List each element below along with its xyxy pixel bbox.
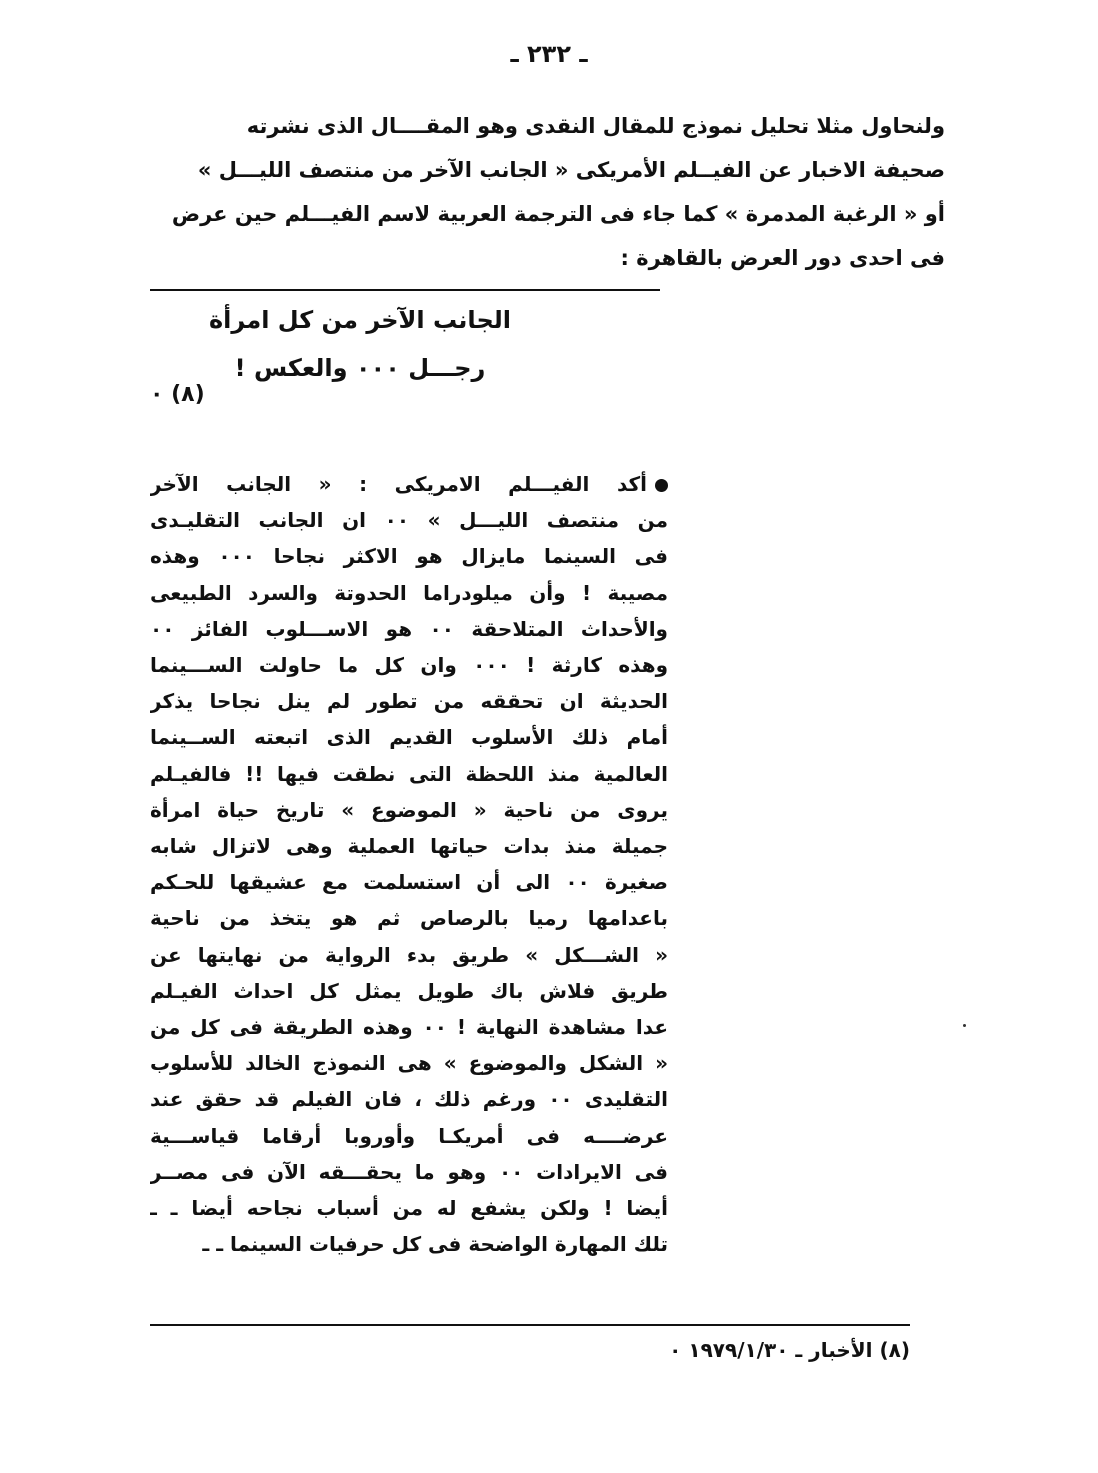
article-line: يروى من ناحية « الموضوع » تاريخ حياة امرأة	[150, 797, 668, 822]
article-line: عرضــــه فى أمريكـا وأوروبا أرقاما قياســـية	[150, 1123, 668, 1148]
article-line: باعدامها رميا بالرصاص ثم هو يتخذ من ناحية	[150, 906, 668, 931]
article-line: « الشكل والموضوع » هى النموذج الخالد للأسلوب	[150, 1051, 668, 1076]
article-line: أيضا ! ولكن يشفع له من أسباب نجاحه أيضا ـ ـ	[150, 1196, 668, 1221]
intro-paragraph	[135, 104, 945, 280]
footnote-reference: (٨) ٠	[150, 382, 205, 407]
article-line: فى السينما مايزال هو الاكثر نجاحا ٠٠٠ وهذه	[150, 544, 668, 569]
article-line: العالمية منذ اللحظة التى نطقت فيها !! فالفيـلم	[150, 761, 668, 786]
intro-line: فى احدى دور العرض بالقاهرة :	[620, 246, 945, 270]
intro-line: صحيفة الاخبار عن الفيــلم الأمريكى « الجانب الآخر من منتصف الليـــل »	[197, 158, 945, 182]
article-line: الحديثة ان تحققه من تطور لم ينل نجاحا يذكر	[150, 689, 668, 714]
article-line: عدا مشاهدة النهاية ! ٠٠ وهذه الطريقة فى كل من	[150, 1015, 668, 1040]
footnote-rule	[150, 1324, 910, 1326]
article-line	[150, 466, 668, 502]
article-line: صغيرة ٠٠ الى أن استسلمت مع عشيقها للحـكم	[150, 870, 668, 895]
article-body	[150, 466, 668, 1262]
article-title-line: الجانب الآخر من كل امرأة	[209, 306, 511, 334]
article-title-line: رجـــل ٠٠٠ والعكس !	[234, 354, 486, 382]
article-line: من منتصف الليـــل » ٠٠ ان الجانب التقليـدى	[150, 508, 668, 533]
article-line-text: أكد الفيـــلم الامريكى : « الجانب الآخر	[150, 472, 647, 496]
bullet-icon	[655, 479, 668, 492]
article-line: والأحداث المتلاحقة ٠٠ هو الاســـلوب الفائز ٠٠	[150, 616, 668, 641]
intro-line: أو « الرغبة المدمرة » كما جاء فى الترجمة العربية لاسم الفيـــلم حين عرض	[171, 202, 945, 226]
article-line: مصيبة ! وأن ميلودراما الحدوتة والسرد الطبيعى	[150, 580, 668, 605]
page-number: ـ ٢٣٢ ـ	[510, 40, 588, 68]
article-line: طريق فلاش باك طويل يمثل كل احداث الفيـلم	[150, 978, 668, 1003]
article-title	[150, 296, 570, 392]
article-line: التقليدى ٠٠ ورغم ذلك ، فان الفيلم قد حقق عند	[150, 1087, 668, 1112]
scan-speck	[963, 1024, 966, 1027]
article-line: « الشـــكل » طريق بدء الرواية من نهايتها عن	[150, 942, 668, 967]
article-line: فى الايرادات ٠٠ وهو ما يحقـــقه الآن فى مصــر	[150, 1159, 668, 1184]
article-line: تلك المهارة الواضحة فى كل حرفيات السينما ـ ـ	[202, 1232, 668, 1257]
article-line: أمام ذلك الأسلوب القديم الذى اتبعته الســينما	[150, 725, 668, 750]
article-line: جميلة منذ بدات حياتها العملية وهى لاتزال شابه	[150, 834, 668, 859]
footnote: (٨) الأخبار ـ ١٩٧٩/١/٣٠ ٠	[669, 1338, 910, 1362]
intro-line: ولنحاول مثلا تحليل نموذج للمقال النقدى وهو المقــــال الذى نشرته	[246, 114, 945, 138]
article-line: وهذه كارثة ! ٠٠٠ وان كل ما حاولت الســـينما	[150, 653, 668, 678]
article-top-rule	[150, 289, 660, 291]
